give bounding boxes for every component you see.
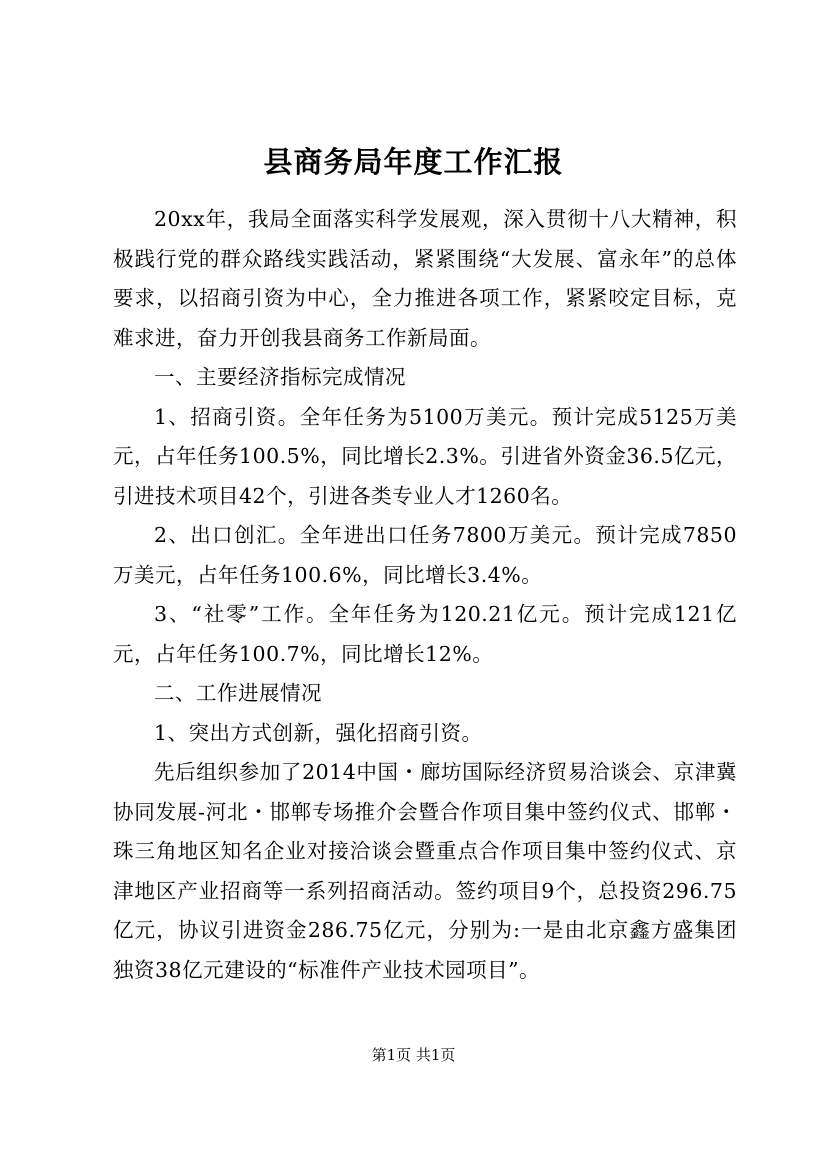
paragraph-export: 2、出口创汇。全年进出口任务7800万美元。预计完成7850万美元，占年任务100.6%，同比增长3.4%。 bbox=[113, 523, 737, 587]
document-body bbox=[113, 200, 737, 990]
intro-paragraph: 20xx年，我局全面落实科学发展观，深入贯彻十八大精神，积极践行党的群众路线实践活动，紧紧围绕“大发展、富永年”的总体要求，以招商引资为中心，全力推进各项工作，紧紧咬定目标，克难求进，奋力开创我县商务工作新局面。 bbox=[113, 207, 737, 350]
document-title: 县商务局年度工作汇报 bbox=[263, 145, 564, 179]
section-heading-progress: 二、工作进展情况 bbox=[154, 681, 322, 705]
section-heading-indicators: 一、主要经济指标完成情况 bbox=[154, 365, 406, 389]
paragraph-investment: 1、招商引资。全年任务为5100万美元。预计完成5125万美元，占年任务100.5%，同比增长2.3%。引进省外资金36.5亿元，引进技术项目42个，引进各类专业人才1260名。 bbox=[113, 404, 737, 508]
page-footer: 第1页 共1页 bbox=[371, 1046, 456, 1064]
paragraph-retail: 3、“社零”工作。全年任务为120.21亿元。预计完成121亿元，占年任务100.7%，同比增长12%。 bbox=[113, 602, 737, 666]
subheading-innovation: 1、突出方式创新，强化招商引资。 bbox=[154, 720, 483, 745]
paragraph-activities: 先后组织参加了2014中国・廊坊国际经济贸易洽谈会、京津冀协同发展-河北・邯郸专场推介会暨合作项目集中签约仪式、邯郸・珠三角地区知名企业对接洽谈会暨重点合作项目集中签约仪式、京津地区产业招商等一系列招商活动。签约项目9个，总投资296.75亿元，协议引进资金286.75亿元，分别为:一是由北京鑫方盛集团独资38亿元建设的“标准件产业技术园项目”。 bbox=[113, 760, 737, 982]
